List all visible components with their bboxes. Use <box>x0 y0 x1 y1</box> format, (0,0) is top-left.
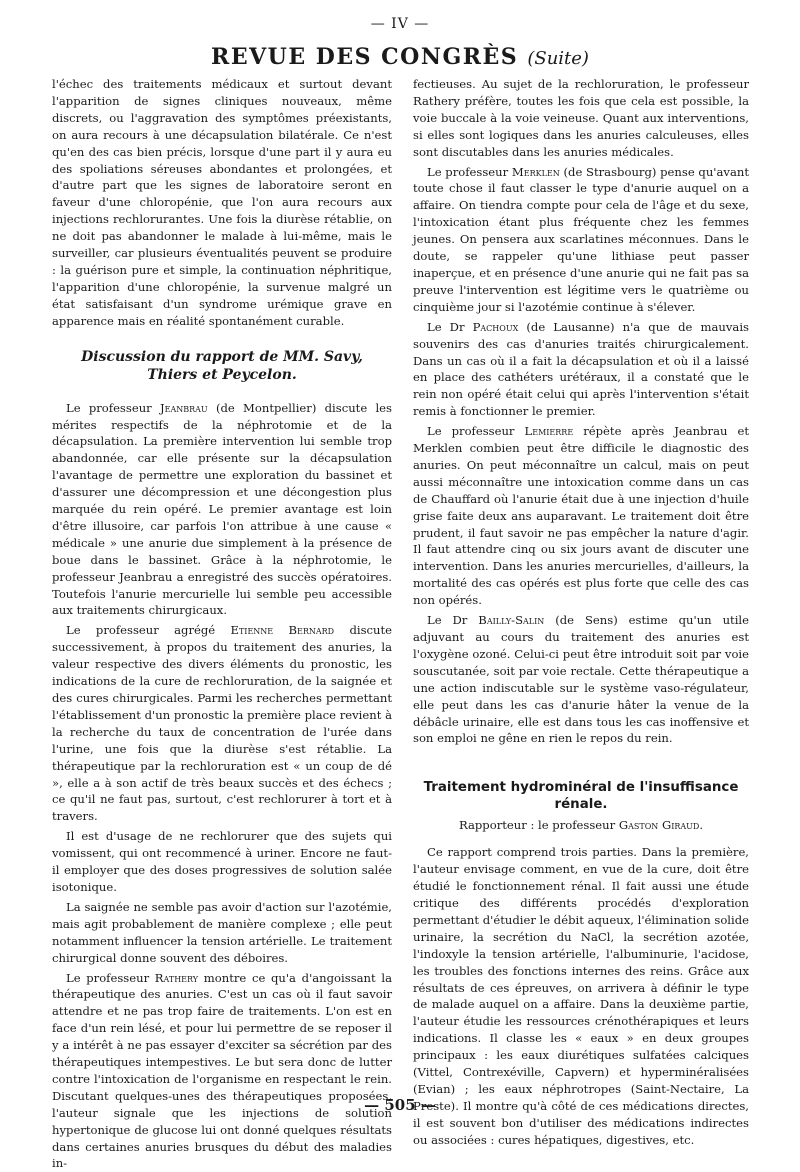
speaker-name: Rathery <box>155 971 198 985</box>
speaker-name: Bailly-Salin <box>478 613 544 627</box>
rapporteur-label: Rapporteur : le professeur <box>459 818 615 832</box>
folio-roman: — IV — <box>0 16 800 32</box>
text: Le professeur <box>427 424 514 438</box>
section-heading: Traitement hydrominéral de l'insuffisance rénale. <box>413 779 749 813</box>
text: Le professeur <box>66 401 152 415</box>
text: (de Strasbourg) pense qu'avant toute chose il faut classer le type d'anurie auquel on a affaire. On tiendra compte pour cela de l'âge et du sexe, l'intoxication étant plus fréquente chez les femmes jeunes. On pensera aux scarlatines méconnues. Dans le doute, se rappeler qu'une lithiase peut passer inaperçue, et en présence d'une anurie qui ne fait pas sa preuve l'intervention est légitime vers le quatrième ou cinquième jour si l'azotémie continue à s'élever. <box>413 165 749 314</box>
speaker-name: Lemierre <box>525 424 574 438</box>
speaker-name: Merklen <box>512 165 560 179</box>
text: répète après Jeanbrau et Merklen combien peut être difficile le diagnostic des anuries. On peut méconnaître un calcul, mais on peut aussi méconnaître une intoxication comme dans un cas de Chauffard où l'anurie était due à une injection d'huile grise faite deux ans auparavant. Le traitement doit être prudent, il faut savoir ne pas empêcher la nature d'agir. Il faut attendre cinq ou six jours avant de discuter une intervention. Dans les anuries mercurielles, d'ailleurs, la mortalité des cas opérés est plus forte que celle des cas non opérés. <box>413 424 749 607</box>
text: montre ce qu'a d'angoissant la thérapeutique des anuries. C'est un cas où il faut savoir attendre et ne pas trop faire de traitements. L'on est en face d'un rein lésé, et pour lui permettre de se reposer il y a intérêt à ne pas essayer d'exciter sa sécrétion par des thérapeutiques intempestives. Le but sera donc de lutter contre l'intoxication de l'organisme en respectant le rein. Discutant quelques-unes des thérapeutiques proposées, l'auteur signale que les injections de solution hypertonique de glucose lui ont donné quelques résultats dans certaines anuries brusques du début des maladies in- <box>52 971 392 1171</box>
text: (de Sens) estime qu'un utile adjuvant au cours du traitement des anuries est l'oxygène ozoné. Celui-ci peut être introduit soit par voie souscutanée, soit par voie rectale. Cette thérapeutique a une action indiscutable sur le système vaso-régulateur, elle peut dans les cas d'anurie hâter la venue de la débâcle urinaire, elle est dans tous les cas inoffensive et son emploi ne gêne en rien le repos du rein. <box>413 613 749 745</box>
paragraph: Ce rapport comprend trois parties. Dans la première, l'auteur envisage comment, en vue de la cure, doit être étudié le fonctionnement rénal. Il fait aussi une étude critique des différents procédés d'exploration permettant d'étudier le débit aqueux, l'élimination solide urinaire, la secrétion du NaCl, la secrétion azotée, l'indoxyle la tension artérielle, l'albuminurie, l'acidose, les troubles des fonctions internes des reins. Grâce aux résultats de ces épreuves, on arrivera à définir le type de malade auquel on a affaire. Dans la deuxième partie, l'auteur étudie les ressources crénothérapiques et leurs indications. Il classe les « eaux » en deux groupes principaux : les eaux diurétiques sulfatées calciques (Vittel, Contrexéville, Capvern) et hyperminéralisées (Evian) ; les eaux néphrotropes (Saint-Nectaire, La Preste). Il montre qu'à côté de ces médications directes, il est souvent bon d'utiliser des médications indirectes ou associées : cures hépatiques, digestives, etc. <box>413 844 749 1148</box>
text: Le professeur <box>66 971 149 985</box>
text: Le Dr <box>427 613 467 627</box>
paragraph-jeanbrau <box>52 400 392 620</box>
left-column <box>52 76 392 1086</box>
paragraph: l'échec des traitements médicaux et surtout devant l'apparition de signes cliniques nouveaux, même discrets, ou l'aggravation des symptômes préexistants, on aura recours à une décapsulation bilatérale. Ce n'est qu'en des cas bien précis, lorsque d'une part il y aura eu des spoliations séreuses abondantes et prolongées, et d'autre part que les signes de laboratoire seront en faveur d'une chloropénie, que l'on aura recours aux injections rechlorurantes. Une fois la diurèse rétablie, on ne doit pas abandonner le malade à lui-même, mais le surveiller, car plusieurs éventualités peuvent se produire : la guérison pure et simple, la continuation néphritique, l'apparition d'une chloropénie, la survenue malgré un état satisfaisant d'un syndrome urémique grave en apparence mais en réalité spontanément curable. <box>52 76 392 330</box>
running-title <box>0 44 800 70</box>
page-number: — 505 — <box>0 1096 800 1114</box>
rapporteur-line <box>413 817 749 834</box>
paragraph-pachoux <box>413 319 749 420</box>
paragraph-rathery <box>52 970 392 1172</box>
text: (de Montpellier) discute les mérites respectifs de la néphrotomie et de la décapsulation. La première intervention lui semble trop abandonnée, car elle présente sur la décapsulation l'avantage de permettre une exploration du bassinet et d'assurer une décompression et une décongestion plus marquée du rein opéré. Le premier avantage est loin d'être illusoire, car parfois l'on attribue à une cause « médicale » une anurie due simplement à la présence de boue dans le bassinet. Grâce à la néphrotomie, le professeur Jeanbrau a enregistré des succès opératoires. Toutefois l'anurie mercurielle lui semble peu accessible aux traitements chirurgicaux. <box>52 401 392 618</box>
paragraph: La saignée ne semble pas avoir d'action sur l'azotémie, mais agit probablement de manière complexe ; elle peut notamment influencer la tension artérielle. Le traitement chirurgical donne souvent des déboires. <box>52 899 392 967</box>
paragraph: Il est d'usage de ne rechlorurer que des sujets qui vomissent, qui ont recommencé à uriner. Encore ne faut-il employer que des doses progressives de solution salée isotonique. <box>52 828 392 896</box>
running-title-suite: (Suite) <box>527 48 589 69</box>
text: discute successivement, à propos du traitement des anuries, la valeur respective des divers éléments du pronostic, les indications de la cure de rechloruration, de la saignée et des cures chirurgicales. Parmi les recherches permettant l'établissement d'un pronostic la première place revient à la recherche du taux de concentration de l'urée dans l'urine, une fois que la diurèse s'est rétablie. La thérapeutique par la rechloruration est « un coup de dé », elle a à son actif de très beaux succès et des échecs ; ce qu'il ne faut pas, surtout, c'est rechlorurer à tort et à travers. <box>52 623 392 823</box>
paragraph-lemierre <box>413 423 749 609</box>
speaker-name: Jeanbrau <box>160 401 208 415</box>
paragraph-merklen <box>413 164 749 316</box>
text: Le professeur agrégé <box>66 623 215 637</box>
paragraph-bailly-salin <box>413 612 749 747</box>
running-title-text: REVUE DES CONGRÈS <box>211 44 518 70</box>
speaker-name: Etienne Bernard <box>231 623 335 637</box>
rapporteur-name: Gaston Giraud <box>619 818 699 832</box>
rapporteur-end: . <box>699 818 703 832</box>
paragraph: fectieuses. Au sujet de la rechloruration, le professeur Rathery préfère, toutes les fois que cela est possible, la voie buccale à la voie veineuse. Quant aux interventions, si elles sont logiques dans les anuries calculeuses, elles sont discutables dans les anuries médicales. <box>413 76 749 161</box>
text: Le Dr <box>427 320 465 334</box>
text: Le professeur <box>427 165 508 179</box>
paragraph-bernard <box>52 622 392 825</box>
text: (de Lausanne) n'a que de mauvais souvenirs des cas d'anuries traités chirurgicalement. Dans un cas où il a fait la décapsulation et où il a laissé en place des cathéters urétéraux, il a constaté que le rein non opéré était celui qui après l'intervention s'était remis à fonctionner le premier. <box>413 320 749 419</box>
discussion-heading: Discussion du rapport de MM. Savy, Thiers et Peycelon. <box>62 348 382 384</box>
right-column <box>413 76 749 1086</box>
speaker-name: Pachoux <box>473 320 519 334</box>
